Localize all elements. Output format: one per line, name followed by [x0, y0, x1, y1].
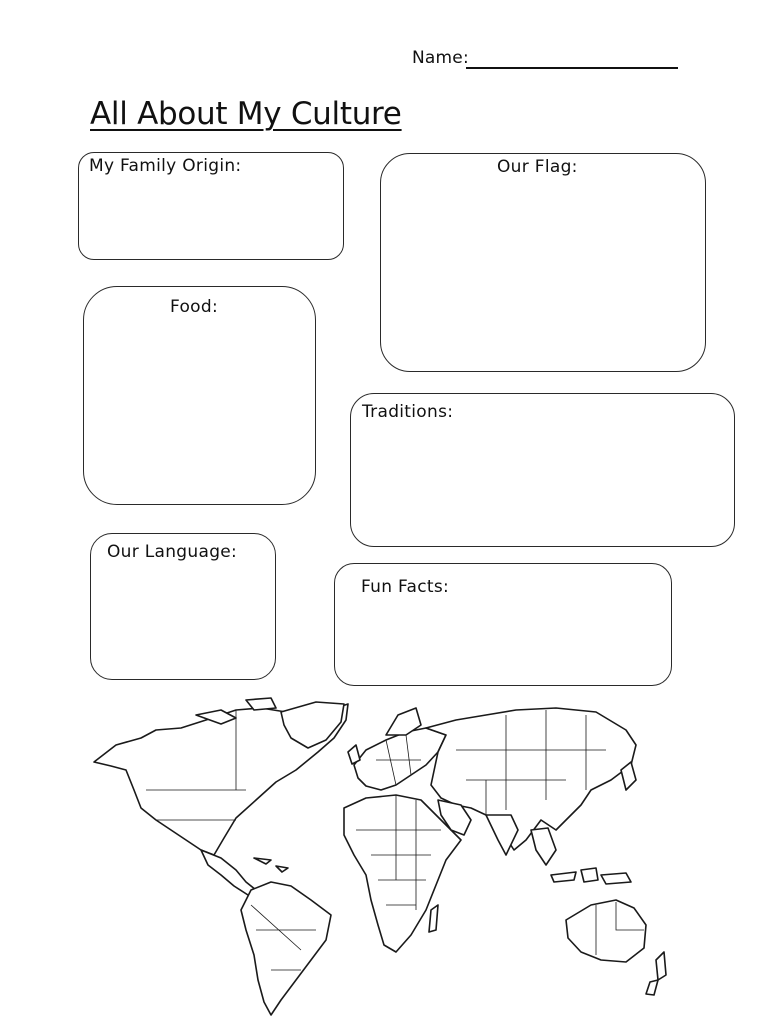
name-label: Name:	[412, 48, 469, 68]
food-label: Food:	[170, 297, 218, 317]
world-map-icon	[86, 690, 670, 1024]
flag-label: Our Flag:	[497, 157, 578, 177]
australia-shape	[566, 900, 646, 962]
central-america-shape	[201, 850, 256, 895]
flag-box[interactable]	[380, 153, 706, 372]
language-box[interactable]	[90, 533, 276, 680]
family-origin-box[interactable]	[78, 152, 344, 260]
family-origin-label: My Family Origin:	[89, 156, 242, 176]
traditions-label: Traditions:	[362, 402, 454, 422]
page-title: All About My Culture	[90, 96, 402, 132]
language-label: Our Language:	[107, 542, 238, 562]
fun-facts-box[interactable]	[334, 563, 672, 686]
food-box[interactable]	[83, 286, 316, 505]
south-america-shape	[241, 882, 331, 1015]
name-field[interactable]	[466, 67, 678, 69]
traditions-box[interactable]	[350, 393, 735, 547]
world-map-svg	[86, 690, 670, 1024]
fun-facts-label: Fun Facts:	[361, 577, 450, 597]
